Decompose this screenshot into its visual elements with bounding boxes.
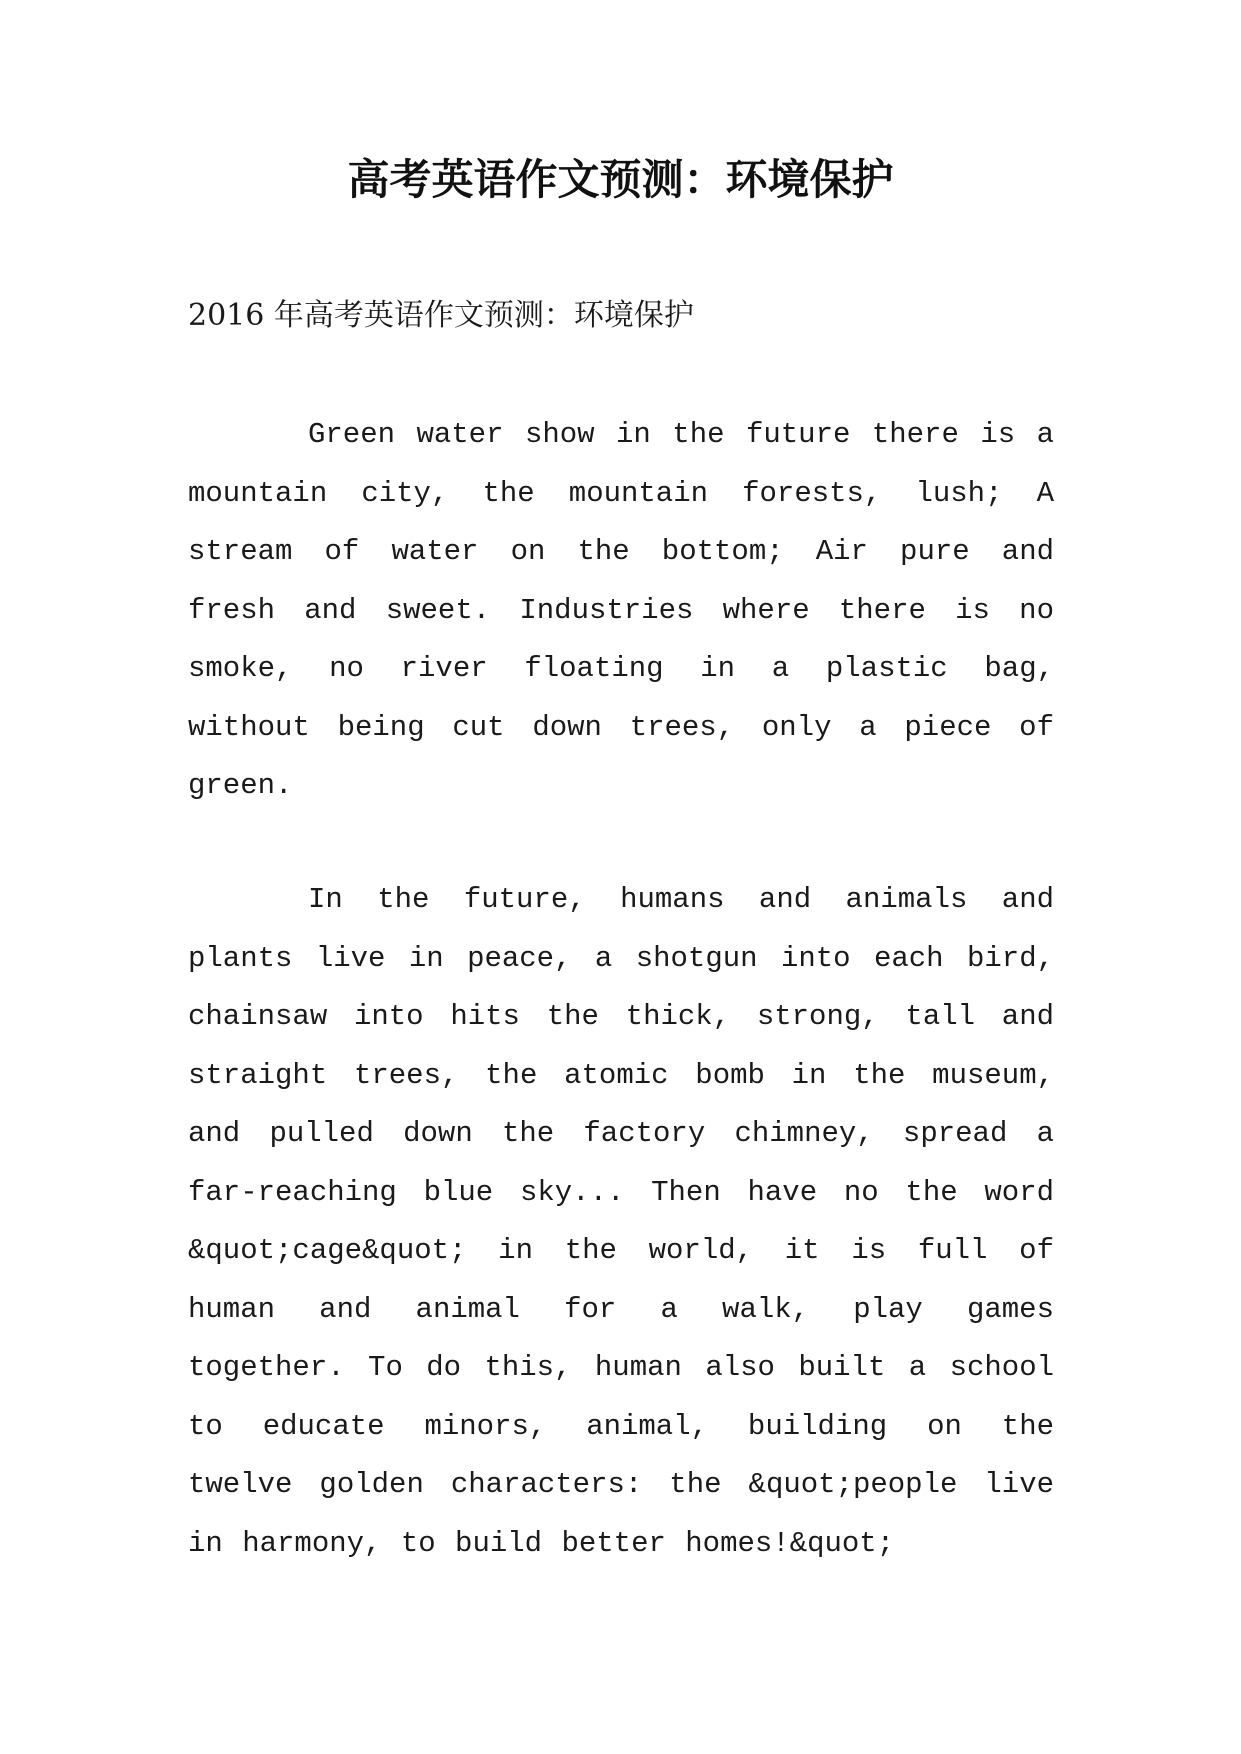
document-subtitle: 2016 年高考英语作文预测：环境保护: [188, 298, 694, 333]
paragraph-2: In the future, humans and animals and plants live in peace, a shotgun into each bird, chainsaw into hits the thick, strong, tall and straight trees, the atomic bomb in the museum, and pulled down the factory chimney, spread a far-reaching blue sky... Then have no the word &quot;cage&quot; in the world, it is full of human and animal for a walk, play games together. To do this, human also built a school to educate minors, animal, building on the twelve golden characters: the &quot;people live in harmony, to build better homes!&quot;: [188, 883, 1054, 1560]
paragraph-1: Green water show in the future there is a mountain city, the mountain forests, lush; A stream of water on the bottom; Air pure and fresh and sweet. Industries where there is no smoke, no river floating in a plastic bag, without being cut down trees, only a piece of green.: [188, 418, 1054, 802]
document-title: 高考英语作文预测：环境保护: [347, 155, 894, 204]
